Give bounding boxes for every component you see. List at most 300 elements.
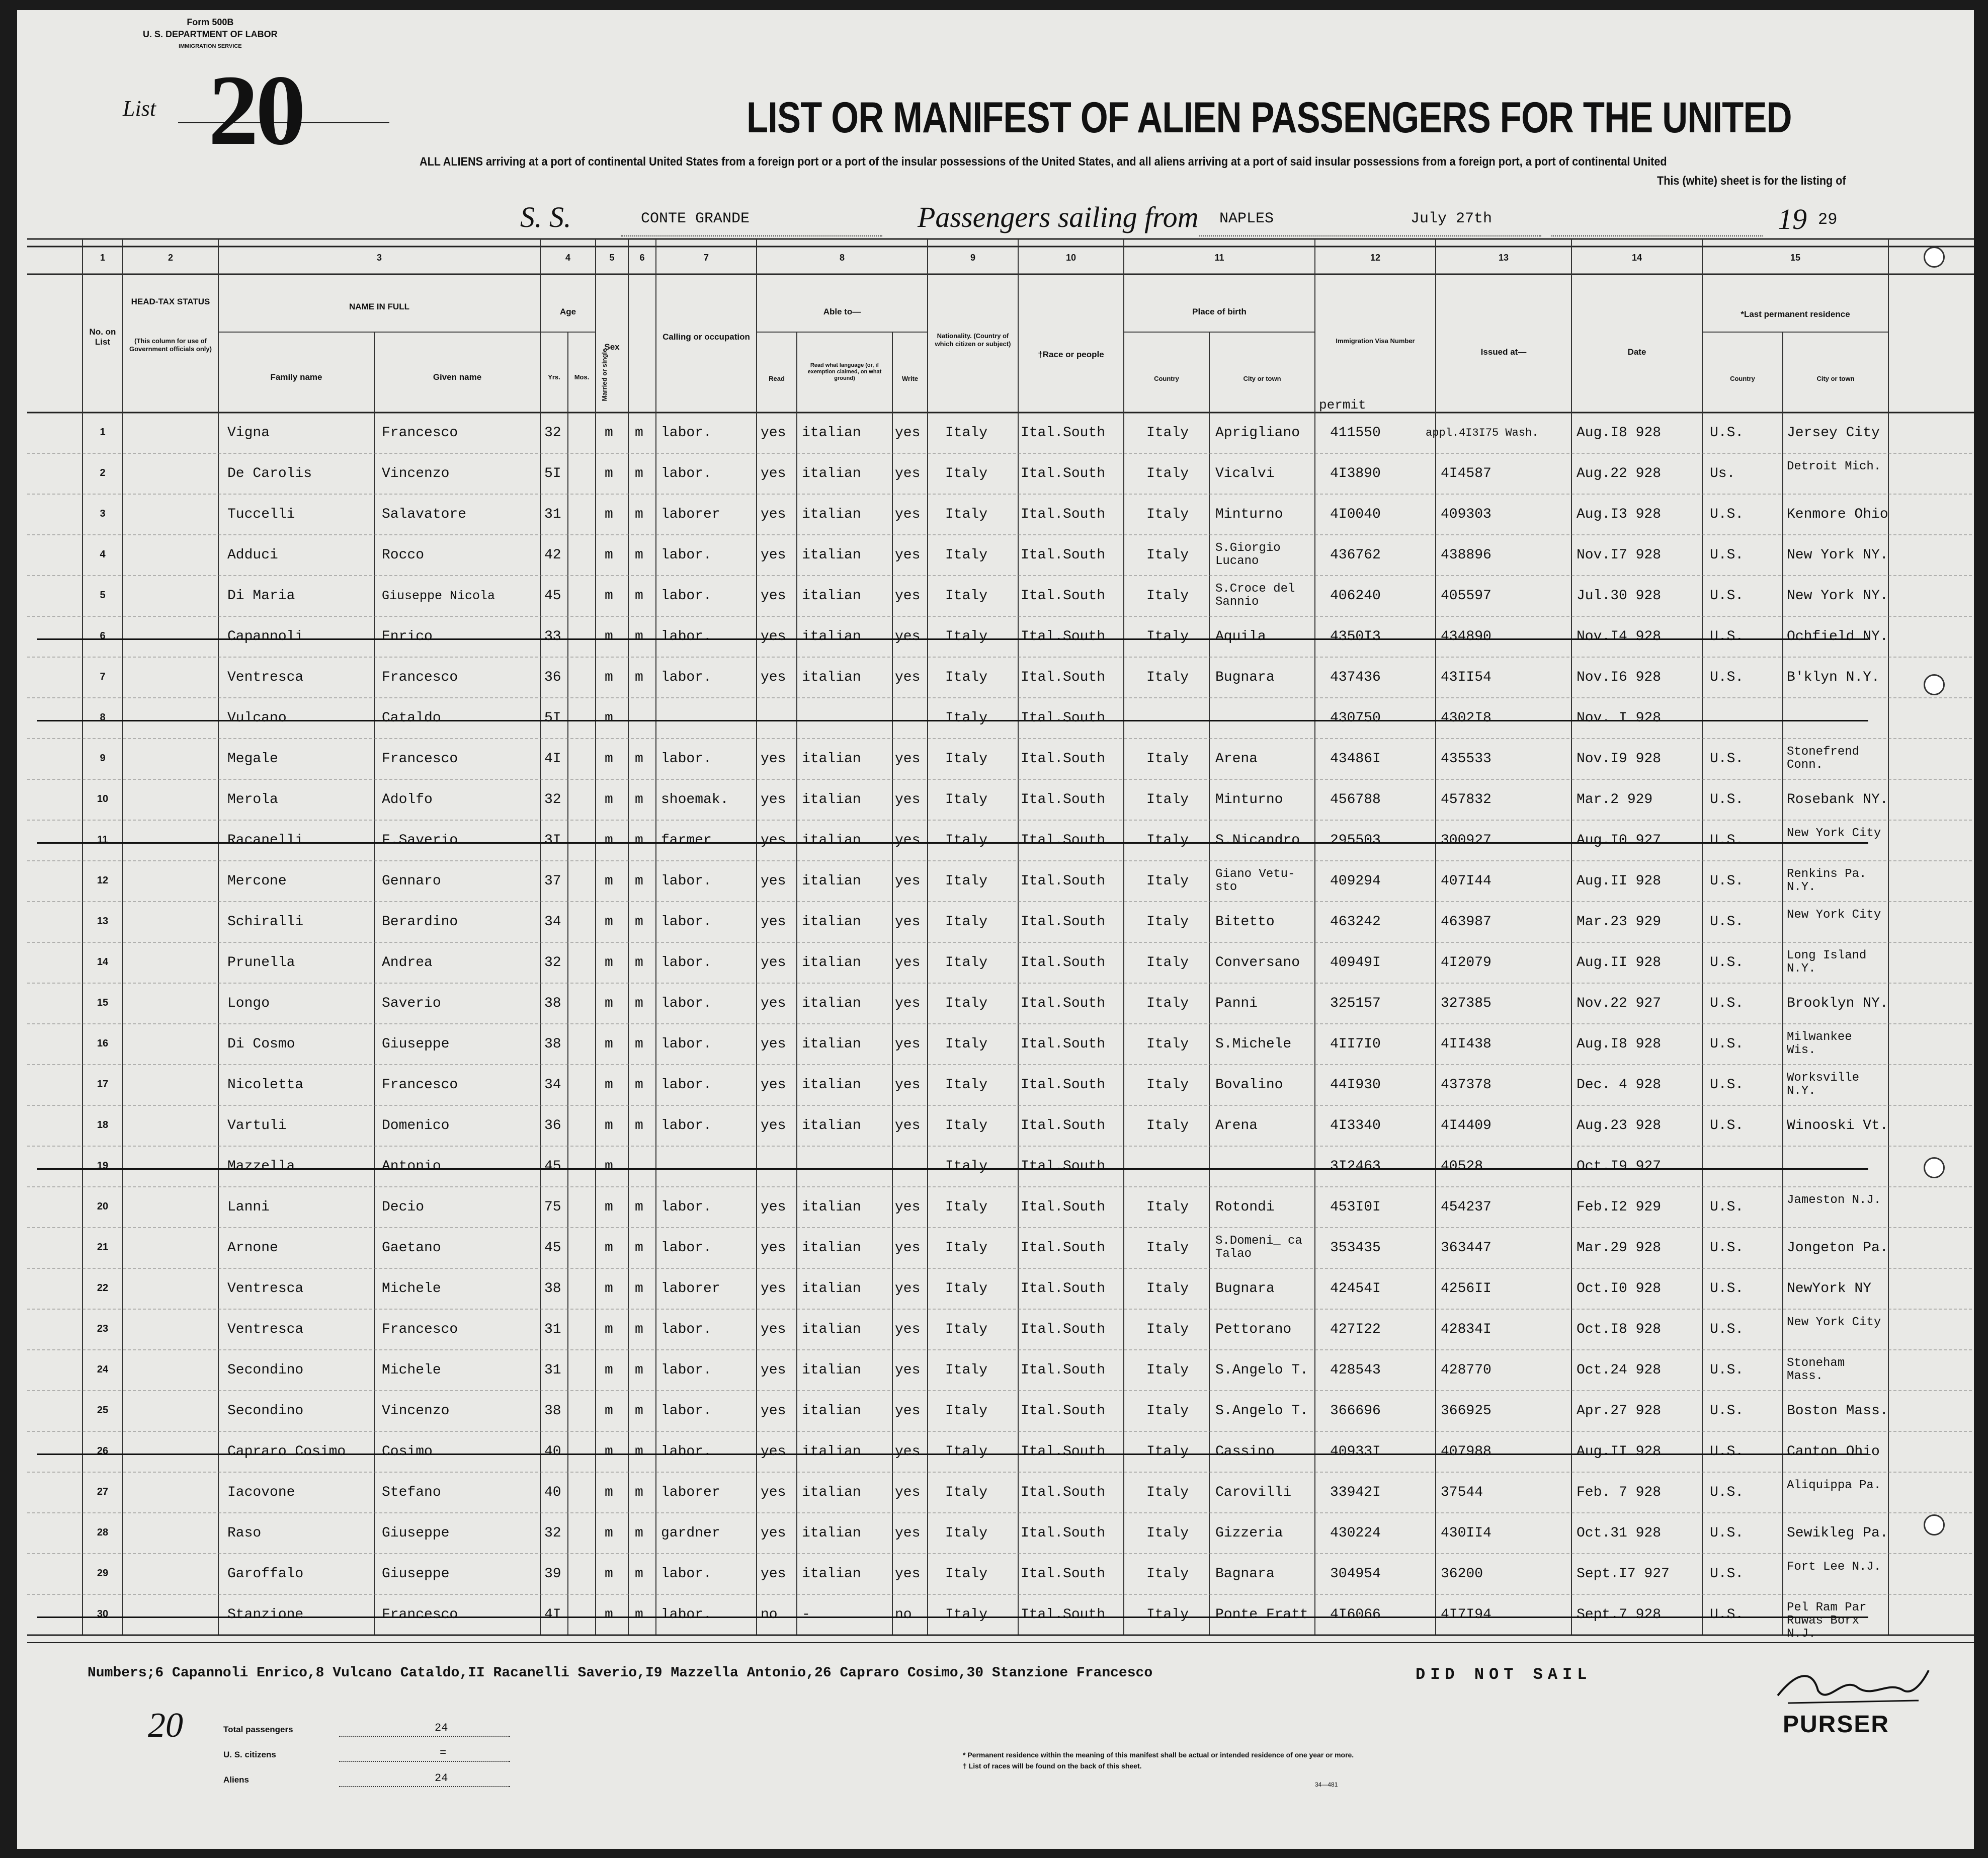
cell-given: Antonio bbox=[382, 1159, 441, 1174]
row-number: 16 bbox=[97, 1038, 109, 1049]
col-num-13: 13 bbox=[1498, 253, 1509, 263]
cell-date: Apr.27 928 bbox=[1577, 1403, 1662, 1419]
instruction-line-1: ALL ALIENS arriving at a port of continental United States from a foreign port or a port of the insular possessions of the United States, and all aliens arriving at a port of said insular possessions from a foreign port, a port of continental United bbox=[420, 155, 1667, 169]
cell-visa: 295503 bbox=[1330, 833, 1381, 848]
cell-given: F.Saverio bbox=[382, 833, 458, 848]
cell-bcity: Aquila bbox=[1215, 629, 1266, 644]
cell-bcountry: Italy bbox=[1146, 425, 1189, 441]
cell-family: Ventresca bbox=[227, 1322, 304, 1337]
cell-read: yes bbox=[761, 1485, 786, 1500]
cell-given: Vincenzo bbox=[382, 466, 450, 481]
cell-rcountry: U.S. bbox=[1710, 873, 1744, 889]
cell-ms: m bbox=[635, 670, 643, 685]
cell-date: Sept.I7 927 bbox=[1577, 1566, 1670, 1582]
cell-sex: m bbox=[605, 1199, 613, 1215]
cell-rcity: Milwankee Wis. bbox=[1787, 1030, 1852, 1057]
cell-sex: m bbox=[605, 1362, 613, 1378]
cell-occ: labor. bbox=[661, 1199, 712, 1215]
cell-rcity: Worksville N.Y. bbox=[1787, 1071, 1860, 1098]
cell-issued: 434890 bbox=[1441, 629, 1492, 644]
aliens-value: 24 bbox=[435, 1772, 448, 1785]
cell-rcountry: U.S. bbox=[1710, 425, 1744, 441]
cell-nat: Italy bbox=[945, 1444, 988, 1460]
cell-write: yes bbox=[895, 1077, 921, 1093]
cell-nat: Italy bbox=[945, 629, 988, 644]
cell-race: Ital.South bbox=[1021, 751, 1106, 767]
cell-write: yes bbox=[895, 1525, 921, 1541]
col-num-6: 6 bbox=[639, 253, 645, 263]
cell-family: Di Maria bbox=[227, 588, 295, 604]
footnote-residence: * Permanent residence within the meaning of this manifest shall be actual or intended residence of one year or more. bbox=[963, 1751, 1354, 1759]
cell-issued: 42834I bbox=[1441, 1322, 1492, 1337]
cell-nat: Italy bbox=[945, 996, 988, 1011]
cell-date: Aug.II 928 bbox=[1577, 955, 1662, 971]
cell-sex: m bbox=[605, 955, 613, 971]
cell-nat: Italy bbox=[945, 1322, 988, 1337]
row-number: 14 bbox=[97, 956, 109, 967]
cell-write: yes bbox=[895, 1444, 921, 1460]
cell-nat: Italy bbox=[945, 792, 988, 807]
cell-family: Megale bbox=[227, 751, 278, 767]
cell-sex: m bbox=[605, 1240, 613, 1256]
cell-nat: Italy bbox=[945, 425, 988, 441]
cell-age: 45 bbox=[544, 1159, 561, 1174]
cell-date: Aug.II 928 bbox=[1577, 873, 1662, 889]
cell-issued: 438896 bbox=[1441, 547, 1492, 563]
cell-write: no bbox=[895, 1607, 912, 1623]
cell-lang: italian bbox=[802, 1199, 861, 1215]
cell-date: Aug.I8 928 bbox=[1577, 425, 1662, 441]
cell-family: Nicoletta bbox=[227, 1077, 304, 1093]
cell-race: Ital.South bbox=[1021, 670, 1106, 685]
cell-ms: m bbox=[635, 629, 643, 644]
cell-family: Longo bbox=[227, 996, 270, 1011]
cell-sex: m bbox=[605, 710, 613, 726]
cell-lang: italian bbox=[802, 547, 861, 563]
row-number: 24 bbox=[97, 1364, 109, 1375]
cell-nat: Italy bbox=[945, 1362, 988, 1378]
cell-visa: 436762 bbox=[1330, 547, 1381, 563]
cell-ms: m bbox=[635, 1077, 643, 1093]
cell-rcountry: U.S. bbox=[1710, 670, 1744, 685]
cell-ms: m bbox=[635, 996, 643, 1011]
cell-visa: 4I0040 bbox=[1330, 507, 1381, 522]
cell-sex: m bbox=[605, 1566, 613, 1582]
handwritten-list-number: 20 bbox=[148, 1706, 183, 1745]
row-number: 17 bbox=[97, 1079, 109, 1090]
cell-given: Vincenzo bbox=[382, 1403, 450, 1419]
cell-ms: m bbox=[635, 1566, 643, 1582]
header-sex: Sex bbox=[604, 342, 620, 352]
col-num-8: 8 bbox=[839, 253, 845, 263]
cell-bcity: S.Angelo T. bbox=[1215, 1362, 1308, 1378]
cell-bcity: Carovilli bbox=[1215, 1485, 1292, 1500]
cell-given: Giuseppe bbox=[382, 1525, 450, 1541]
cell-visa: 428543 bbox=[1330, 1362, 1381, 1378]
cell-occ: labor. bbox=[661, 466, 712, 481]
cell-occ: farmer bbox=[661, 833, 712, 848]
cell-bcity: Arena bbox=[1215, 751, 1258, 767]
form-code: 34—481 bbox=[1315, 1781, 1338, 1788]
cell-rcity: Long Island N.Y. bbox=[1787, 949, 1867, 976]
cell-rcountry: U.S. bbox=[1710, 1362, 1744, 1378]
cell-issued: 300927 bbox=[1441, 833, 1492, 848]
header-read: Read bbox=[769, 375, 785, 382]
aliens-label: Aliens bbox=[223, 1775, 250, 1785]
cell-bcountry: Italy bbox=[1146, 1403, 1189, 1419]
cell-date: Oct.31 928 bbox=[1577, 1525, 1662, 1541]
cell-ms: m bbox=[635, 1281, 643, 1297]
cell-rcountry: U.S. bbox=[1710, 1444, 1744, 1460]
cell-bcity: Ponte Fratt bbox=[1215, 1607, 1308, 1623]
header-head-tax-note: (This column for use of Government officials only) bbox=[129, 337, 212, 353]
col-num-1: 1 bbox=[100, 253, 105, 263]
cell-visa: 33942I bbox=[1330, 1485, 1381, 1500]
cell-read: yes bbox=[761, 833, 786, 848]
cell-race: Ital.South bbox=[1021, 1199, 1106, 1215]
cell-given: Giuseppe bbox=[382, 1566, 450, 1582]
cell-rcity: Jameston N.J. bbox=[1787, 1193, 1881, 1207]
cell-bcountry: Italy bbox=[1146, 1485, 1189, 1500]
cell-visa: 4I3340 bbox=[1330, 1118, 1381, 1134]
cell-nat: Italy bbox=[945, 1159, 988, 1174]
cell-bcity: Rotondi bbox=[1215, 1199, 1275, 1215]
cell-write: yes bbox=[895, 629, 921, 644]
cell-visa: 430750 bbox=[1330, 710, 1381, 726]
cell-bcountry: Italy bbox=[1146, 1281, 1189, 1297]
cell-bcity: Pettorano bbox=[1215, 1322, 1292, 1337]
cell-rcity: New York City bbox=[1787, 908, 1881, 922]
cell-bcity: Minturno bbox=[1215, 507, 1283, 522]
cell-rcountry: U.S. bbox=[1710, 1566, 1744, 1582]
cell-family: Vigna bbox=[227, 425, 270, 441]
purser-signature bbox=[1768, 1660, 1934, 1711]
ship-name: CONTE GRANDE bbox=[641, 210, 750, 227]
cell-write: yes bbox=[895, 751, 921, 767]
cell-occ: labor. bbox=[661, 1118, 712, 1134]
cell-visa: 453I0I bbox=[1330, 1199, 1381, 1215]
cell-bcountry: Italy bbox=[1146, 1199, 1189, 1215]
cell-occ: shoemak. bbox=[661, 792, 729, 807]
cell-given: Domenico bbox=[382, 1118, 450, 1134]
cell-ms: m bbox=[635, 1485, 643, 1500]
cell-sex: m bbox=[605, 1525, 613, 1541]
cell-ms: m bbox=[635, 792, 643, 807]
cell-age: 4I bbox=[544, 1607, 561, 1623]
cell-family: Secondino bbox=[227, 1403, 304, 1419]
cell-read: yes bbox=[761, 1077, 786, 1093]
cell-bcountry: Italy bbox=[1146, 670, 1189, 685]
cell-sex: m bbox=[605, 588, 613, 604]
cell-age: 40 bbox=[544, 1485, 561, 1500]
cell-sex: m bbox=[605, 1036, 613, 1052]
did-not-sail-status: DID NOT SAIL bbox=[1416, 1665, 1592, 1684]
row-number: 4 bbox=[100, 549, 106, 560]
cell-race: Ital.South bbox=[1021, 1525, 1106, 1541]
cell-visa: 353435 bbox=[1330, 1240, 1381, 1256]
cell-issued: 4I7I94 bbox=[1441, 1607, 1492, 1623]
cell-write: yes bbox=[895, 996, 921, 1011]
cell-family: De Carolis bbox=[227, 466, 312, 481]
cell-visa: 325157 bbox=[1330, 996, 1381, 1011]
cell-write: yes bbox=[895, 914, 921, 930]
cell-read: yes bbox=[761, 1566, 786, 1582]
cell-rcountry: U.S. bbox=[1710, 1118, 1744, 1134]
cell-family: Mercone bbox=[227, 873, 287, 889]
cell-rcountry: U.S. bbox=[1710, 547, 1744, 563]
header-date: Date bbox=[1627, 347, 1646, 357]
cell-race: Ital.South bbox=[1021, 1403, 1106, 1419]
cell-ms: m bbox=[635, 1118, 643, 1134]
footnote-races: † List of races will be found on the back of this sheet. bbox=[963, 1762, 1142, 1770]
cell-visa: 427I22 bbox=[1330, 1322, 1381, 1337]
header-visa-number: Immigration Visa Number bbox=[1336, 337, 1415, 345]
cell-visa: 437436 bbox=[1330, 670, 1381, 685]
cell-issued: 409303 bbox=[1441, 507, 1492, 522]
row-number: 28 bbox=[97, 1527, 109, 1538]
cell-ms: m bbox=[635, 1525, 643, 1541]
cell-age: 40 bbox=[544, 1444, 561, 1460]
row-number: 10 bbox=[97, 793, 109, 804]
cell-sex: m bbox=[605, 425, 613, 441]
cell-race: Ital.South bbox=[1021, 1607, 1106, 1623]
cell-age: 75 bbox=[544, 1199, 561, 1215]
cell-issued: 37544 bbox=[1441, 1485, 1483, 1500]
ss-label: S. S. bbox=[520, 201, 571, 233]
row-number: 27 bbox=[97, 1486, 109, 1497]
row-number: 6 bbox=[100, 630, 106, 641]
cell-occ: laborer bbox=[661, 507, 720, 522]
cell-race: Ital.South bbox=[1021, 1159, 1106, 1174]
list-number: 20 bbox=[208, 55, 303, 166]
cell-sex: m bbox=[605, 914, 613, 930]
cell-read: yes bbox=[761, 1036, 786, 1052]
cell-write: yes bbox=[895, 425, 921, 441]
cell-read: yes bbox=[761, 547, 786, 563]
cell-issued: 40528 bbox=[1441, 1159, 1483, 1174]
cell-ms: m bbox=[635, 751, 643, 767]
cell-family: Vartuli bbox=[227, 1118, 287, 1134]
cell-rcountry: U.S. bbox=[1710, 955, 1744, 971]
cell-rcity: Sewikleg Pa. bbox=[1787, 1525, 1888, 1541]
cell-rcountry: U.S. bbox=[1710, 1036, 1744, 1052]
row-number: 3 bbox=[100, 508, 106, 519]
cell-rcountry: U.S. bbox=[1710, 1281, 1744, 1297]
cell-sex: m bbox=[605, 1485, 613, 1500]
cell-given: Francesco bbox=[382, 1322, 458, 1337]
cell-family: Schiralli bbox=[227, 914, 304, 930]
cell-age: 37 bbox=[544, 873, 561, 889]
cell-visa: 3I2463 bbox=[1330, 1159, 1381, 1174]
cell-issued: 428770 bbox=[1441, 1362, 1492, 1378]
cell-given: Rocco bbox=[382, 547, 425, 563]
cell-rcountry: U.S. bbox=[1710, 588, 1744, 604]
header-name-in-full: NAME IN FULL bbox=[349, 302, 409, 311]
strike-through-line bbox=[37, 638, 1868, 640]
cell-issued: 435533 bbox=[1441, 751, 1492, 767]
cell-rcountry: U.S. bbox=[1710, 792, 1744, 807]
cell-race: Ital.South bbox=[1021, 1566, 1106, 1582]
header-residence-country: Country bbox=[1730, 375, 1755, 382]
cell-date: Dec. 4 928 bbox=[1577, 1077, 1662, 1093]
cell-rcity: Pel Ram Par Ruwas Borx N.J. bbox=[1787, 1601, 1867, 1641]
cell-given: Adolfo bbox=[382, 792, 433, 807]
cell-family: Tuccelli bbox=[227, 507, 295, 522]
cell-read: yes bbox=[761, 466, 786, 481]
cell-visa: 366696 bbox=[1330, 1403, 1381, 1419]
list-label: List bbox=[123, 96, 156, 121]
cell-race: Ital.South bbox=[1021, 914, 1106, 930]
cell-race: Ital.South bbox=[1021, 873, 1106, 889]
cell-lang: italian bbox=[802, 1444, 861, 1460]
cell-family: Lanni bbox=[227, 1199, 270, 1215]
cell-ms: m bbox=[635, 1362, 643, 1378]
cell-read: yes bbox=[761, 629, 786, 644]
cell-lang: italian bbox=[802, 1525, 861, 1541]
cell-bcity: S.Angelo T. bbox=[1215, 1403, 1308, 1419]
cell-date: Nov.22 927 bbox=[1577, 996, 1662, 1011]
cell-family: Ventresca bbox=[227, 1281, 304, 1297]
cell-date: Nov.I9 928 bbox=[1577, 751, 1662, 767]
cell-issued: appl.4I3I75 Wash. bbox=[1426, 427, 1539, 439]
cell-read: yes bbox=[761, 425, 786, 441]
cell-given: Berardino bbox=[382, 914, 458, 930]
cell-age: 45 bbox=[544, 1240, 561, 1256]
cell-nat: Italy bbox=[945, 466, 988, 481]
strike-through-line bbox=[37, 1453, 1868, 1455]
department-name: U. S. DEPARTMENT OF LABOR bbox=[143, 29, 278, 39]
cell-age: 36 bbox=[544, 670, 561, 685]
cell-bcountry: Italy bbox=[1146, 1525, 1189, 1541]
cell-age: 31 bbox=[544, 507, 561, 522]
cell-bcity: S.Croce del Sannio bbox=[1215, 582, 1295, 609]
cell-sex: m bbox=[605, 873, 613, 889]
did-not-sail-list: Numbers;6 Capannoli Enrico,8 Vulcano Cataldo,II Racanelli Saverio,I9 Mazzella Antonio,26 Capraro Cosimo,30 Stanzione Francesco bbox=[88, 1665, 1153, 1681]
cell-date: Feb.I2 929 bbox=[1577, 1199, 1662, 1215]
header-yrs: Yrs. bbox=[548, 373, 560, 381]
cell-race: Ital.South bbox=[1021, 425, 1106, 441]
cell-family: Raso bbox=[227, 1525, 262, 1541]
header-given-name: Given name bbox=[433, 372, 482, 382]
cell-date: Mar.29 928 bbox=[1577, 1240, 1662, 1256]
cell-lang: italian bbox=[802, 1362, 861, 1378]
header-family-name: Family name bbox=[270, 372, 322, 382]
hole-punch bbox=[1924, 247, 1945, 268]
cell-date: Nov.I4 928 bbox=[1577, 629, 1662, 644]
row-number: 29 bbox=[97, 1568, 109, 1579]
cell-write: yes bbox=[895, 1403, 921, 1419]
row-number: 7 bbox=[100, 671, 106, 682]
cell-issued: 4256II bbox=[1441, 1281, 1492, 1297]
cell-bcity: Bitetto bbox=[1215, 914, 1275, 930]
cell-sex: m bbox=[605, 1077, 613, 1093]
cell-lang: italian bbox=[802, 670, 861, 685]
col-num-11: 11 bbox=[1214, 253, 1224, 263]
cell-visa: 43486I bbox=[1330, 751, 1381, 767]
cell-rcity: Detroit Mich. bbox=[1787, 460, 1881, 473]
header-read-language: Read what language (or, if exemption claimed, on what ground) bbox=[807, 362, 882, 381]
cell-rcity: Ochfield NY. bbox=[1787, 629, 1888, 644]
row-number: 9 bbox=[100, 753, 106, 764]
cell-date: Aug.I3 928 bbox=[1577, 507, 1662, 522]
cell-rcity: Jersey City bbox=[1787, 425, 1880, 441]
cell-occ: labor. bbox=[661, 751, 712, 767]
cell-lang: italian bbox=[802, 588, 861, 604]
cell-sex: m bbox=[605, 996, 613, 1011]
cell-occ: laborer bbox=[661, 1281, 720, 1297]
cell-date: Aug.I8 928 bbox=[1577, 1036, 1662, 1052]
year-prefix: 19 bbox=[1778, 203, 1807, 235]
cell-write: yes bbox=[895, 547, 921, 563]
row-number: 23 bbox=[97, 1323, 109, 1334]
year-suffix: 29 bbox=[1818, 210, 1838, 229]
cell-read: yes bbox=[761, 1240, 786, 1256]
row-number: 8 bbox=[100, 712, 106, 723]
cell-nat: Italy bbox=[945, 1118, 988, 1134]
header-calling: Calling or occupation bbox=[662, 332, 750, 342]
purser-stamp: PURSER bbox=[1783, 1711, 1890, 1738]
cell-bcountry: Italy bbox=[1146, 1322, 1189, 1337]
cell-nat: Italy bbox=[945, 873, 988, 889]
cell-sex: m bbox=[605, 629, 613, 644]
cell-occ: labor. bbox=[661, 1607, 712, 1623]
us-citizens-label: U. S. citizens bbox=[223, 1750, 276, 1759]
cell-lang: italian bbox=[802, 1485, 861, 1500]
col-num-14: 14 bbox=[1631, 253, 1642, 263]
cell-race: Ital.South bbox=[1021, 547, 1106, 563]
cell-visa: 463242 bbox=[1330, 914, 1381, 930]
cell-sex: m bbox=[605, 1444, 613, 1460]
strike-through-line bbox=[37, 1168, 1868, 1170]
form-number: Form 500B bbox=[187, 17, 234, 27]
cell-visa: 4350I3 bbox=[1330, 629, 1381, 644]
cell-nat: Italy bbox=[945, 1036, 988, 1052]
header-place-of-birth: Place of birth bbox=[1192, 307, 1247, 316]
cell-rcity: New York NY. bbox=[1787, 588, 1888, 604]
cell-write: yes bbox=[895, 1036, 921, 1052]
cell-family: Vulcano bbox=[227, 710, 287, 726]
cell-issued: 4302I8 bbox=[1441, 710, 1492, 726]
cell-sex: m bbox=[605, 833, 613, 848]
cell-rcity: Brooklyn NY. bbox=[1787, 996, 1888, 1011]
cell-sex: m bbox=[605, 507, 613, 522]
cell-visa: 44I930 bbox=[1330, 1077, 1381, 1093]
cell-read: yes bbox=[761, 792, 786, 807]
header-nationality: Nationality. (Country of which citizen or subject) bbox=[935, 332, 1011, 348]
cell-bcity: Bugnara bbox=[1215, 670, 1275, 685]
cell-nat: Italy bbox=[945, 507, 988, 522]
cell-read: yes bbox=[761, 1118, 786, 1134]
header-last-residence: *Last permanent residence bbox=[1741, 309, 1850, 319]
row-number: 21 bbox=[97, 1242, 109, 1253]
cell-occ: gardner bbox=[661, 1525, 720, 1541]
cell-rcountry: U.S. bbox=[1710, 914, 1744, 930]
cell-bcountry: Italy bbox=[1146, 1036, 1189, 1052]
cell-rcity: Rosebank NY. bbox=[1787, 792, 1888, 807]
cell-lang: italian bbox=[802, 914, 861, 930]
cell-rcity: B'klyn N.Y. bbox=[1787, 670, 1880, 685]
cell-issued: 4I4587 bbox=[1441, 466, 1492, 481]
cell-bcountry: Italy bbox=[1146, 1077, 1189, 1093]
cell-issued: 457832 bbox=[1441, 792, 1492, 807]
cell-occ: labor. bbox=[661, 1403, 712, 1419]
cell-nat: Italy bbox=[945, 547, 988, 563]
cell-write: yes bbox=[895, 792, 921, 807]
col-num-10: 10 bbox=[1065, 253, 1076, 263]
cell-issued: 4II438 bbox=[1441, 1036, 1492, 1052]
cell-ms: m bbox=[635, 466, 643, 481]
cell-occ: labor. bbox=[661, 425, 712, 441]
